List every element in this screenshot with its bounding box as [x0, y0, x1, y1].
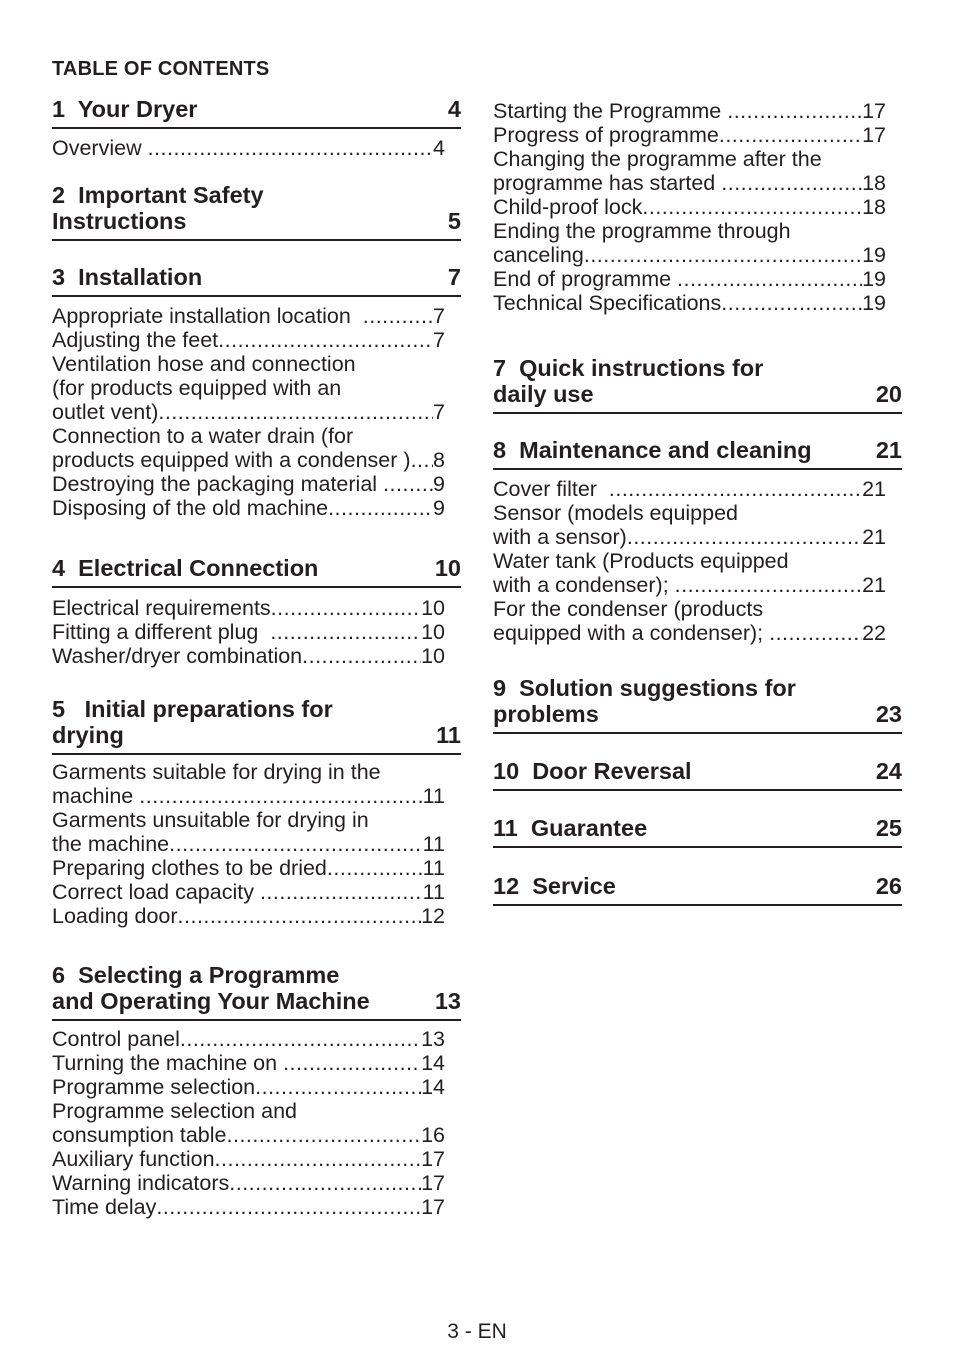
toc-entry-label: programme has started — [493, 171, 722, 195]
section-page: 10 — [434, 555, 461, 581]
section-9-heading[interactable] — [493, 675, 902, 734]
section-8-heading[interactable] — [493, 437, 902, 470]
toc-entry-text: Ending the programme through — [493, 219, 791, 243]
toc-entry[interactable] — [52, 496, 445, 520]
dot-leader — [675, 573, 862, 597]
toc-entry[interactable] — [493, 267, 886, 291]
section-title: 9 Solution suggestions for problems — [493, 675, 796, 727]
toc-entry[interactable] — [52, 472, 445, 496]
dot-leader — [158, 400, 433, 424]
dot-leader — [609, 477, 862, 501]
section-page: 23 — [875, 701, 902, 727]
toc-entry-page: 13 — [421, 1027, 445, 1051]
toc-entry-text: For the condenser (products — [493, 597, 764, 621]
toc-entry[interactable] — [52, 304, 445, 328]
dot-leader — [139, 784, 422, 808]
dot-leader — [584, 243, 862, 267]
toc-entry-page: 21 — [862, 525, 886, 549]
toc-entry-text: Sensor (models equipped — [493, 501, 739, 525]
toc-entry-label: products equipped with a condenser ) — [52, 448, 411, 472]
section-1-entries — [52, 136, 445, 160]
toc-heading: TABLE OF CONTENTS — [52, 58, 270, 80]
toc-entry-label: Progress of programme — [493, 123, 719, 147]
toc-entry[interactable] — [493, 219, 886, 267]
toc-entry-text: Ventilation hose and connection (for products equipped with an — [52, 352, 356, 400]
toc-entry-page: 4 — [433, 136, 445, 160]
toc-entry-page: 14 — [421, 1051, 445, 1075]
toc-entry-label: Auxiliary function — [52, 1147, 215, 1171]
toc-entry[interactable] — [52, 1171, 445, 1195]
section-page: 25 — [875, 815, 902, 841]
dot-leader — [327, 856, 423, 880]
dot-leader — [769, 621, 862, 645]
toc-entry-text: Programme selection and — [52, 1099, 297, 1123]
section-page: 11 — [436, 722, 461, 748]
toc-entry-label: Disposing of the old machine — [52, 496, 329, 520]
section-title: 4 Electrical Connection — [52, 555, 319, 581]
toc-entry[interactable] — [493, 291, 886, 315]
toc-entry-page: 22 — [862, 621, 886, 645]
toc-entry[interactable] — [52, 620, 445, 644]
toc-entry-page: 7 — [433, 328, 445, 352]
toc-entry[interactable] — [52, 904, 445, 928]
toc-entry[interactable] — [52, 1075, 445, 1099]
toc-entry-text: Changing the programme after the — [493, 147, 822, 171]
toc-entry-label: the machine — [52, 832, 170, 856]
section-page: 24 — [875, 758, 902, 784]
section-title: 11 Guarantee — [493, 815, 648, 841]
toc-entry[interactable] — [493, 597, 886, 645]
toc-entry[interactable] — [52, 1027, 445, 1051]
toc-entry-text: Garments unsuitable for drying in — [52, 808, 369, 832]
toc-entry-label: Loading door — [52, 904, 178, 928]
toc-entry-label: with a condenser); — [493, 573, 675, 597]
dot-leader — [271, 596, 421, 620]
dot-leader — [229, 1171, 421, 1195]
toc-entry[interactable] — [52, 352, 445, 424]
dot-leader — [169, 832, 423, 856]
dot-leader — [642, 195, 862, 219]
toc-entry-label: Time delay — [52, 1195, 157, 1219]
toc-entry-label: canceling — [493, 243, 584, 267]
toc-entry-label: Programme selection — [52, 1075, 256, 1099]
toc-entry-page: 7 — [433, 400, 445, 424]
dot-leader — [721, 171, 862, 195]
toc-entry-page: 11 — [422, 784, 445, 808]
toc-entry[interactable] — [493, 501, 886, 549]
section-page: 26 — [875, 873, 902, 899]
section-title: 8 Maintenance and cleaning — [493, 437, 812, 463]
section-7-heading[interactable] — [493, 355, 902, 414]
toc-entry-label: Turning the machine on — [52, 1051, 284, 1075]
section-title: 5 Initial preparations for drying — [52, 696, 333, 748]
toc-entry-text: Garments suitable for drying in the — [52, 760, 381, 784]
dot-leader — [727, 99, 862, 123]
toc-entry-page: 11 — [422, 880, 445, 904]
section-2-heading[interactable] — [52, 182, 461, 241]
toc-entry-page: 19 — [862, 291, 886, 315]
toc-entry-page: 10 — [421, 620, 445, 644]
section-title: 2 Important Safety Instructions — [52, 182, 264, 234]
toc-entry-page: 11 — [422, 832, 445, 856]
section-6-entries — [52, 1027, 445, 1219]
toc-entry[interactable] — [493, 123, 886, 147]
section-8-entries — [493, 477, 886, 645]
toc-entry[interactable] — [52, 596, 445, 620]
toc-entry[interactable] — [52, 1051, 445, 1075]
toc-entry[interactable] — [52, 808, 445, 856]
toc-entry-page: 10 — [421, 596, 445, 620]
page-number-footer: 3 - EN — [447, 1320, 507, 1343]
section-title: 6 Selecting a Programme and Operating Your Machine — [52, 962, 370, 1014]
section-6-continued-entries — [493, 99, 886, 315]
toc-entry[interactable] — [493, 549, 886, 597]
section-12-heading[interactable] — [493, 873, 902, 906]
dot-leader — [148, 136, 433, 160]
toc-entry-page: 16 — [421, 1123, 445, 1147]
toc-entry-page: 18 — [862, 171, 886, 195]
toc-entry[interactable] — [493, 99, 886, 123]
toc-entry[interactable] — [52, 1147, 445, 1171]
toc-entry[interactable] — [52, 856, 445, 880]
dot-leader — [302, 644, 421, 668]
toc-entry-label: machine — [52, 784, 140, 808]
toc-entry-page: 17 — [862, 99, 886, 123]
dot-leader — [180, 1027, 421, 1051]
section-5-entries — [52, 760, 445, 928]
dot-leader — [677, 267, 862, 291]
toc-entry[interactable] — [52, 424, 445, 472]
toc-entry[interactable] — [52, 760, 445, 808]
section-4-entries — [52, 596, 445, 668]
toc-entry-label: Warning indicators — [52, 1171, 230, 1195]
toc-entry-page: 18 — [862, 195, 886, 219]
toc-entry-page: 21 — [862, 573, 886, 597]
toc-entry[interactable] — [52, 644, 445, 668]
toc-entry[interactable] — [52, 136, 445, 160]
toc-entry-label: consumption table — [52, 1123, 227, 1147]
toc-entry[interactable] — [52, 1099, 445, 1147]
toc-entry-label: Fitting a different plug — [52, 620, 271, 644]
dot-leader — [215, 1147, 422, 1171]
toc-entry-page: 17 — [421, 1147, 445, 1171]
toc-entry-label: Appropriate installation location — [52, 304, 363, 328]
section-page: 20 — [875, 381, 902, 407]
toc-entry-page: 21 — [862, 477, 886, 501]
section-10-heading[interactable] — [493, 758, 902, 791]
section-11-heading[interactable] — [493, 815, 902, 848]
section-page: 21 — [875, 437, 902, 463]
toc-entry-text: Water tank (Products equipped — [493, 549, 789, 573]
dot-leader — [383, 472, 433, 496]
toc-entry-label: Washer/dryer combination — [52, 644, 303, 668]
dot-leader — [283, 1051, 421, 1075]
toc-entry-label: Control panel — [52, 1027, 180, 1051]
section-page: 4 — [447, 96, 461, 122]
section-5-heading[interactable] — [52, 696, 461, 755]
dot-leader — [721, 291, 862, 315]
section-6-heading[interactable] — [52, 962, 461, 1021]
toc-entry-label: Overview — [52, 136, 148, 160]
section-title: 7 Quick instructions for daily use — [493, 355, 764, 407]
toc-entry-page: 12 — [421, 904, 445, 928]
toc-entry-label: equipped with a condenser); — [493, 621, 770, 645]
section-page: 13 — [434, 988, 461, 1014]
toc-entry[interactable] — [52, 328, 445, 352]
toc-entry-page: 17 — [421, 1171, 445, 1195]
dot-leader — [255, 1075, 421, 1099]
toc-entry-text: Connection to a water drain (for — [52, 424, 354, 448]
section-title: 1 Your Dryer — [52, 96, 198, 122]
dot-leader — [227, 1123, 422, 1147]
toc-entry-label: with a sensor) — [493, 525, 627, 549]
toc-entry[interactable] — [52, 1195, 445, 1219]
section-title: 3 Installation — [52, 264, 203, 290]
toc-entry-label: Preparing clothes to be dried — [52, 856, 327, 880]
toc-entry-label: End of programme — [493, 267, 678, 291]
toc-entry-page: 9 — [433, 496, 445, 520]
toc-entry-page: 17 — [862, 123, 886, 147]
toc-entry[interactable] — [493, 147, 886, 195]
section-4-heading[interactable] — [52, 555, 461, 588]
section-title: 10 Door Reversal — [493, 758, 692, 784]
toc-entry-label: Adjusting the feet — [52, 328, 219, 352]
section-3-heading[interactable] — [52, 264, 461, 297]
toc-entry-page: 9 — [433, 472, 445, 496]
toc-entry-page: 10 — [421, 644, 445, 668]
dot-leader — [260, 880, 423, 904]
dot-leader — [328, 496, 433, 520]
toc-entry-page: 8 — [433, 448, 445, 472]
dot-leader — [270, 620, 421, 644]
section-1-heading[interactable] — [52, 96, 461, 129]
dot-leader — [411, 448, 433, 472]
dot-leader — [156, 1195, 421, 1219]
toc-entry-page: 14 — [421, 1075, 445, 1099]
dot-leader — [218, 328, 433, 352]
toc-entry-page: 19 — [862, 267, 886, 291]
toc-entry-label: Cover filter — [493, 477, 609, 501]
dot-leader — [178, 904, 422, 928]
section-title: 12 Service — [493, 873, 616, 899]
toc-entry-label: Child-proof lock — [493, 195, 643, 219]
toc-entry-label: Electrical requirements — [52, 596, 271, 620]
toc-entry-label: Starting the Programme — [493, 99, 728, 123]
section-page: 7 — [447, 264, 461, 290]
dot-leader — [627, 525, 862, 549]
toc-entry-page: 17 — [421, 1195, 445, 1219]
toc-entry-page: 11 — [422, 856, 445, 880]
toc-entry[interactable] — [493, 477, 886, 501]
toc-entry[interactable] — [493, 195, 886, 219]
toc-entry-label: Technical Specifications — [493, 291, 722, 315]
dot-leader — [363, 304, 433, 328]
section-3-entries — [52, 304, 445, 520]
toc-entry-label: outlet vent) — [52, 400, 159, 424]
toc-entry-page: 7 — [433, 304, 445, 328]
section-page: 5 — [447, 208, 461, 234]
toc-entry-label: Correct load capacity — [52, 880, 260, 904]
toc-entry[interactable] — [52, 880, 445, 904]
toc-entry-page: 19 — [862, 243, 886, 267]
toc-entry-label: Destroying the packaging material — [52, 472, 384, 496]
dot-leader — [719, 123, 862, 147]
